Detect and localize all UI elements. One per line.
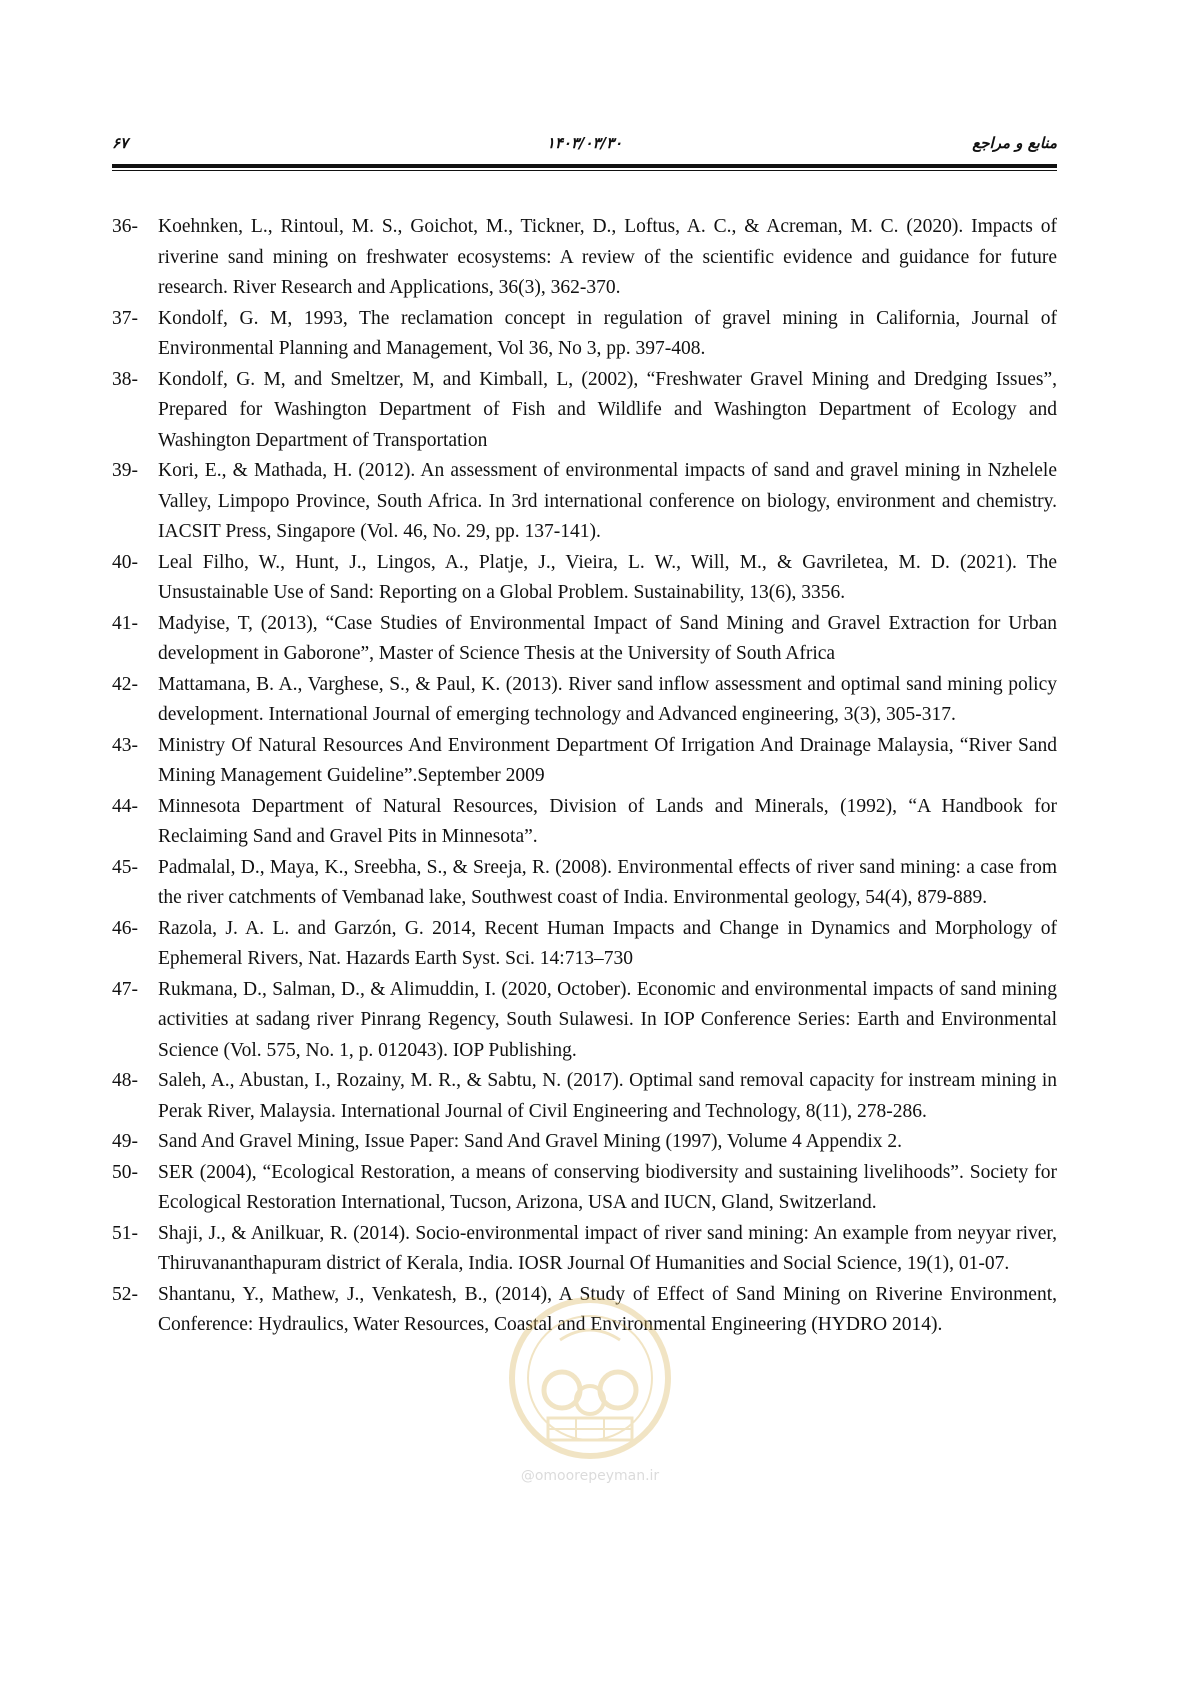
reference-item — [112, 1158, 1057, 1219]
reference-item — [112, 548, 1057, 609]
header-date: ۱۴۰۳/۰۳/۳۰ — [546, 134, 623, 152]
reference-item — [112, 731, 1057, 792]
reference-text: Razola, J. A. L. and Garzón, G. 2014, Recent Human Impacts and Change in Dynamics and Morphology of Ephemeral Rivers, Nat. Hazards Earth Syst. Sci. 14:713–730 — [158, 917, 1057, 969]
reference-number: 39- — [112, 460, 138, 481]
reference-text: Madyise, T, (2013), “Case Studies of Environmental Impact of Sand Mining and Gravel Extraction for Urban development in Gaborone”, Master of Science Thesis at the University of South Africa — [158, 612, 1057, 664]
reference-item — [112, 212, 1057, 304]
reference-number: 44- — [112, 795, 138, 817]
reference-text: Koehnken, L., Rintoul, M. S., Goichot, M., Tickner, D., Loftus, A. C., & Acreman, M. C. (2020). Impacts of riverine sand mining on freshwater ecosystems: A review of the scientific evidence and guidance for future research. River Research and Applications, 36(3), 362-370. — [158, 216, 1057, 298]
reference-number: 38- — [112, 368, 138, 390]
page-number: ۶۷ — [112, 134, 129, 152]
reference-text: Shaji, J., & Anilkuar, R. (2014). Socio-environmental impact of river sand mining: An example from neyyar river, Thiruvananthapuram district of Kerala, India. IOSR Journal Of Humanities and Social Science, 19(1), 01-07. — [158, 1222, 1057, 1274]
reference-list — [112, 212, 1057, 1341]
reference-text: Padmalal, D., Maya, K., Sreebha, S., & Sreeja, R. (2008). Environmental effects of river sand mining: a case from the river catchments of Vembanad lake, Southwest coast of India. Environmental geology, 54(4), 879-889. — [158, 856, 1057, 908]
reference-number: 37- — [112, 307, 138, 329]
reference-text: Minnesota Department of Natural Resources, Division of Lands and Minerals, (1992), “A Handbook for Reclaiming Sand and Gravel Pits in Minnesota”. — [158, 795, 1057, 847]
watermark — [500, 1290, 680, 1490]
reference-text: Saleh, A., Abustan, I., Rozainy, M. R., & Sabtu, N. (2017). Optimal sand removal capacity for instream mining in Perak River, Malaysia. International Journal of Civil Engineering and Technology, 8(11), 278-286. — [158, 1070, 1057, 1122]
reference-number: 51- — [112, 1222, 138, 1244]
reference-text: Mattamana, B. A., Varghese, S., & Paul, K. (2013). River sand inflow assessment and optimal sand mining policy development. International Journal of emerging technology and Advanced engineering, 3(3), 305-317. — [158, 673, 1057, 725]
reference-number: 46- — [112, 917, 138, 939]
reference-item — [112, 975, 1057, 1067]
reference-text: Shantanu, Y., Mathew, J., Venkatesh, B., (2014), A Study of Effect of Sand Mining on Riverine Environment, Conference: Hydraulics, Water Resources, Coastal and Environmental Engineering (HYDRO 2014). — [158, 1283, 1057, 1335]
reference-item — [112, 365, 1057, 457]
reference-text: Kori, E., & Mathada, H. (2012). An assessment of environmental impacts of sand and gravel mining in Nzhelele Valley, Limpopo Province, South Africa. In 3rd international conference on biology, environment and chemistry. IACSIT Press, Singapore (Vol. 46, No. 29, pp. 137-141). — [158, 460, 1057, 542]
reference-number: 50- — [112, 1161, 138, 1183]
reference-number: 48- — [112, 1070, 138, 1091]
reference-number: 52- — [112, 1283, 138, 1305]
reference-item — [112, 1066, 1057, 1127]
reference-item — [112, 1219, 1057, 1280]
reference-number: 49- — [112, 1131, 138, 1152]
reference-text: Sand And Gravel Mining, Issue Paper: Sand And Gravel Mining (1997), Volume 4 Appendix 2. — [158, 1131, 903, 1152]
header-rule-thin — [112, 170, 1057, 171]
reference-number: 40- — [112, 551, 138, 573]
reference-number: 43- — [112, 734, 138, 756]
reference-item — [112, 670, 1057, 731]
reference-number: 47- — [112, 978, 138, 1000]
header-rule-thick — [112, 164, 1057, 168]
section-title: منابع و مراجع — [972, 134, 1057, 152]
reference-text: SER (2004), “Ecological Restoration, a means of conserving biodiversity and sustaining livelihoods”. Society for Ecological Restoration International, Tucson, Arizona, USA and IUCN, Gland, Switzerland. — [158, 1161, 1057, 1213]
reference-item — [112, 792, 1057, 853]
reference-item — [112, 304, 1057, 365]
reference-number: 36- — [112, 216, 138, 237]
reference-item — [112, 1127, 1057, 1158]
watermark-seal-icon — [500, 1290, 680, 1465]
reference-number: 45- — [112, 856, 138, 878]
reference-text: Kondolf, G. M, 1993, The reclamation concept in regulation of gravel mining in California, Journal of Environmental Planning and Management, Vol 36, No 3, pp. 397-408. — [158, 307, 1057, 359]
reference-item — [112, 609, 1057, 670]
reference-item — [112, 456, 1057, 548]
reference-text: Rukmana, D., Salman, D., & Alimuddin, I. (2020, October). Economic and environmental impacts of sand mining activities at sadang river Pinrang Regency, South Sulawesi. In IOP Conference Series: Earth and Environmental Science (Vol. 575, No. 1, p. 012043). IOP Publishing. — [158, 978, 1057, 1061]
reference-item — [112, 853, 1057, 914]
reference-text: Leal Filho, W., Hunt, J., Lingos, A., Platje, J., Vieira, L. W., Will, M., & Gavriletea, M. D. (2021). The Unsustainable Use of Sand: Reporting on a Global Problem. Sustainability, 13(6), 3356. — [158, 551, 1057, 603]
reference-text: Ministry Of Natural Resources And Environment Department Of Irrigation And Drainage Malaysia, “River Sand Mining Management Guideline”.September 2009 — [158, 734, 1057, 786]
reference-text: Kondolf, G. M, and Smeltzer, M, and Kimball, L, (2002), “Freshwater Gravel Mining and Dredging Issues”, Prepared for Washington Department of Fish and Wildlife and Washington Department of Ecology and Washington Department of Transportation — [158, 368, 1057, 451]
page-header — [112, 130, 1057, 156]
reference-number: 41- — [112, 612, 138, 634]
watermark-text: @omoorepeyman.ir — [520, 1468, 660, 1484]
reference-item — [112, 914, 1057, 975]
reference-number: 42- — [112, 673, 138, 695]
